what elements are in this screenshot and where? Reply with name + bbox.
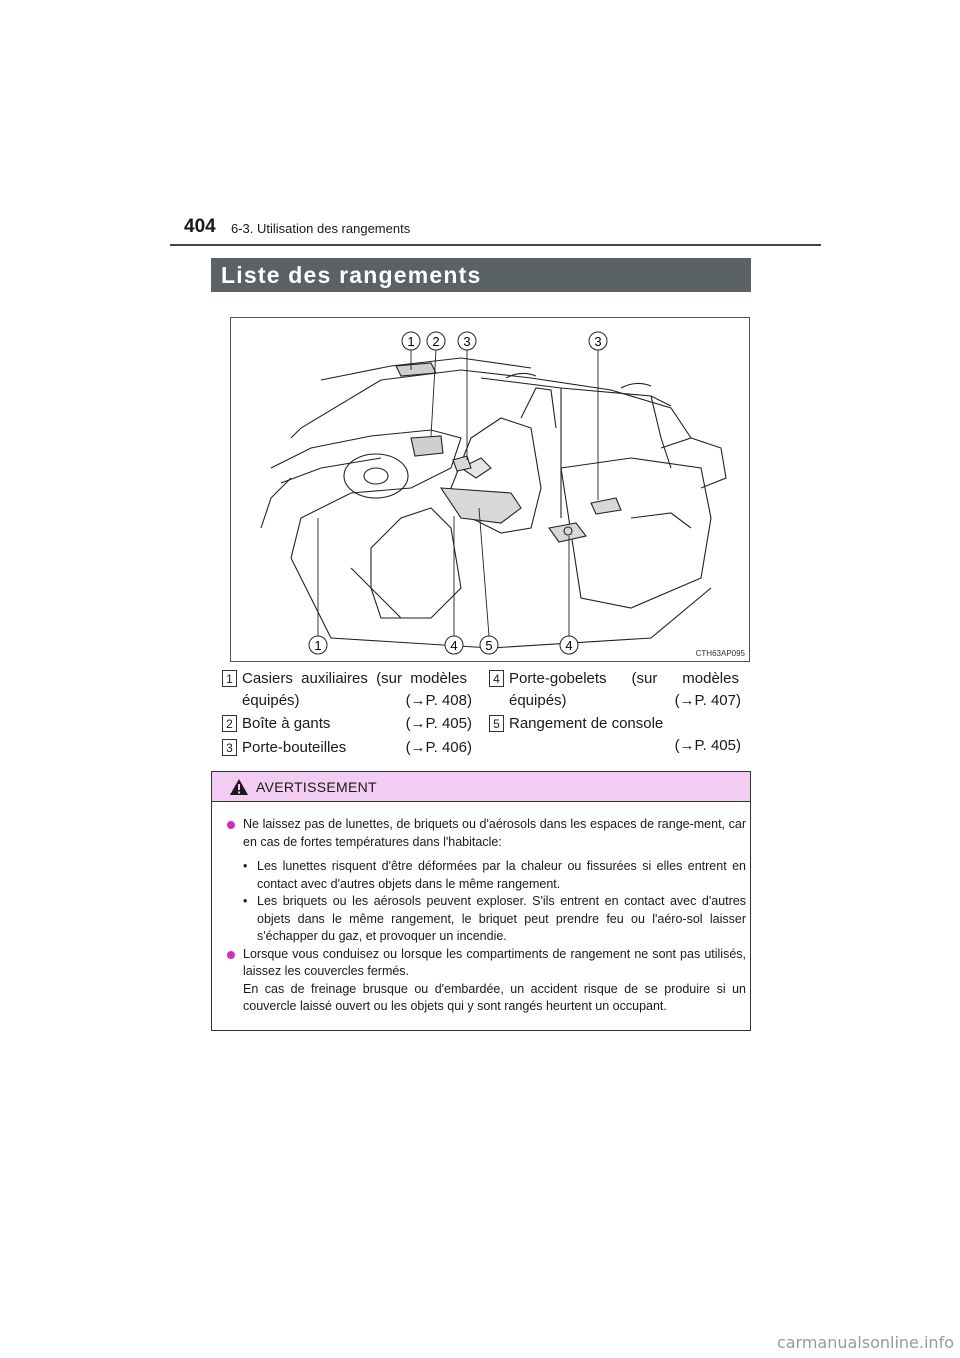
- legend-number: 5: [489, 715, 504, 732]
- callout-3-top: [458, 332, 476, 350]
- legend-page-ref: (→P. 407): [674, 692, 741, 709]
- warning-sub-item: • Les briquets ou les aérosols peuvent exploser. S'ils entrent en contact avec d'autres objets dans le même rangement, le briquet peut prendre feu ou l'aéro-sol laisser s'échapper du gaz, et provoquer un incendie.: [226, 893, 746, 946]
- legend-page-ref: (→P. 405): [405, 715, 472, 732]
- car-interior-illustration: [230, 317, 750, 662]
- legend-item-3: [222, 737, 472, 759]
- legend-text: Casiers auxiliaires (sur modèles: [242, 670, 467, 687]
- watermark: carmanualsonline.info: [776, 1333, 954, 1352]
- warning-sub-item: • Les lunettes risquent d'être déformées par la chaleur ou fissurées si elles entrent en contact avec d'autres objets dans le même rangement.: [226, 858, 746, 893]
- legend-text-cont: équipés): [509, 692, 567, 709]
- legend-page-ref: (→P. 406): [405, 739, 472, 756]
- warning-bullet: Lorsque vous conduisez ou lorsque les compartiments de rangement ne sont pas utilisés, laissez les couvercles fermés.: [226, 946, 746, 981]
- callout-1-top: [402, 332, 420, 350]
- legend-page-ref: (→P. 405): [674, 737, 741, 754]
- legend-number: 3: [222, 739, 237, 756]
- legend-text: Porte-bouteilles: [242, 739, 347, 756]
- header-rule: [170, 244, 821, 246]
- warning-triangle-icon: [229, 778, 249, 796]
- svg-text:4: 4: [565, 638, 573, 653]
- legend-page-ref: (→P. 408): [405, 692, 472, 709]
- callout-3-top-right: [589, 332, 607, 350]
- callout-4-bottom: [445, 636, 463, 654]
- warning-body: [226, 816, 746, 1016]
- warning-box: [211, 771, 751, 1031]
- legend-text: Rangement de console: [509, 715, 664, 732]
- callout-5-bottom: [480, 636, 498, 654]
- legend-number: 1: [222, 670, 237, 687]
- legend-text-cont: équipés): [242, 692, 300, 709]
- callout-1-bottom: [309, 636, 327, 654]
- warning-bullet: Ne laissez pas de lunettes, de briquets ou d'aérosols dans les espaces de range-ment, car en cas de fortes températures dans l'habitacle:: [226, 816, 746, 851]
- legend-item-1: [222, 668, 472, 712]
- svg-text:2: 2: [432, 334, 440, 349]
- callout-2-top: [427, 332, 445, 350]
- legend-item-2: [222, 713, 472, 735]
- legend-number: 2: [222, 715, 237, 732]
- image-code: CTH63AP095: [695, 649, 745, 658]
- svg-text:1: 1: [407, 334, 415, 349]
- legend-text: Boîte à gants: [242, 715, 331, 732]
- page-number: 404: [184, 216, 216, 237]
- callout-4-bottom-right: [560, 636, 578, 654]
- warning-title: AVERTISSEMENT: [256, 779, 377, 795]
- svg-text:5: 5: [485, 638, 493, 653]
- legend-number: 4: [489, 670, 504, 687]
- car-interior-drawing: [231, 318, 749, 661]
- svg-text:3: 3: [463, 334, 471, 349]
- svg-text:1: 1: [314, 638, 322, 653]
- section-title: Liste des rangements: [211, 258, 751, 292]
- warning-paragraph: En cas de freinage brusque ou d'embardée, un accident risque de se produire si un couvercle laissé ouvert ou les objets qui y sont rangés heurtent un occupant.: [243, 981, 746, 1013]
- svg-text:3: 3: [594, 334, 602, 349]
- legend-item-5: [489, 713, 741, 757]
- svg-text:4: 4: [450, 638, 458, 653]
- legend-text: Porte-gobelets (sur modèles: [509, 670, 739, 687]
- warning-header: [212, 772, 750, 802]
- legend-item-4: [489, 668, 741, 712]
- chapter-heading: 6-3. Utilisation des rangements: [231, 221, 411, 236]
